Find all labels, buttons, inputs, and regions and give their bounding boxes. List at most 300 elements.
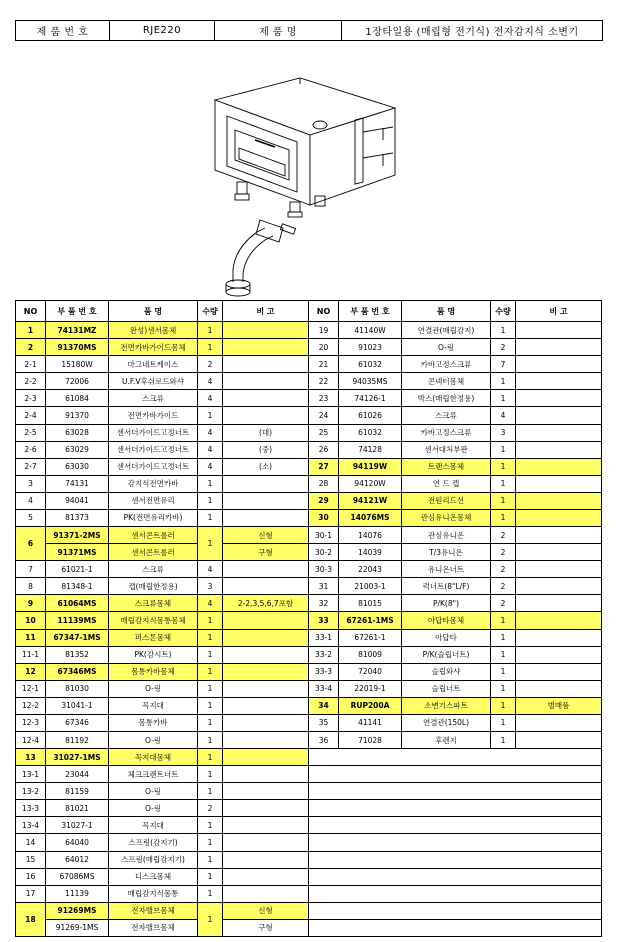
row-no: 7 bbox=[16, 561, 46, 578]
row-part-no: 21003-1 bbox=[339, 578, 402, 595]
header-note: 비 고 bbox=[516, 301, 602, 322]
row-no: 2-7 bbox=[16, 458, 46, 475]
row-note: 별매품 bbox=[516, 697, 602, 714]
row-part-no: RUP200A bbox=[339, 697, 402, 714]
row-name: 스크류 bbox=[109, 390, 198, 407]
row-name: O-링 bbox=[109, 680, 198, 697]
row-note: (소) bbox=[223, 458, 309, 475]
row-note bbox=[223, 339, 309, 356]
table-row bbox=[309, 544, 602, 561]
empty-cell bbox=[309, 817, 602, 834]
row-name: 마그네트케이스 bbox=[109, 356, 198, 373]
row-part-no: 11139 bbox=[46, 885, 109, 902]
row-qty: 1 bbox=[198, 868, 223, 885]
empty-row bbox=[309, 851, 602, 868]
row-part-no: 94035MS bbox=[339, 373, 402, 390]
row-part-no: 81159 bbox=[46, 783, 109, 800]
row-part-no: 71028 bbox=[339, 731, 402, 748]
row-no: 21 bbox=[309, 356, 339, 373]
row-part-no: 41140W bbox=[339, 322, 402, 339]
row-name: 스크류 bbox=[109, 561, 198, 578]
table-row bbox=[309, 714, 602, 731]
row-name: 카바고정스크류 bbox=[402, 356, 491, 373]
row-qty: 2 bbox=[491, 578, 516, 595]
row-part-no: 14076MS bbox=[339, 509, 402, 526]
row-name: 스크류 bbox=[402, 407, 491, 424]
row-qty: 1 bbox=[491, 629, 516, 646]
table-row bbox=[309, 527, 602, 544]
row-note bbox=[223, 578, 309, 595]
row-note bbox=[516, 544, 602, 561]
row-no: 34 bbox=[309, 697, 339, 714]
empty-row bbox=[309, 749, 602, 766]
table-row bbox=[309, 492, 602, 509]
row-qty: 1 bbox=[198, 612, 223, 629]
row-note bbox=[223, 731, 309, 748]
table-row bbox=[309, 561, 602, 578]
row-qty: 1 bbox=[198, 629, 223, 646]
row-qty: 1 bbox=[198, 714, 223, 731]
row-qty: 3 bbox=[198, 578, 223, 595]
row-no: 26 bbox=[309, 441, 339, 458]
row-no: 17 bbox=[16, 885, 46, 902]
row-qty: 4 bbox=[198, 561, 223, 578]
row-qty: 4 bbox=[491, 407, 516, 424]
table-row bbox=[16, 509, 309, 526]
row-name: 슬립너트 bbox=[402, 680, 491, 697]
row-note bbox=[223, 356, 309, 373]
row-part-no: 74126-1 bbox=[339, 390, 402, 407]
row-note bbox=[223, 834, 309, 851]
row-no: 35 bbox=[309, 714, 339, 731]
table-row bbox=[16, 902, 309, 919]
row-name: PK(감시트) bbox=[109, 646, 198, 663]
row-no: 5 bbox=[16, 509, 46, 526]
row-qty: 3 bbox=[491, 424, 516, 441]
row-name: 슬립와샤 bbox=[402, 663, 491, 680]
row-no: 33-3 bbox=[309, 663, 339, 680]
row-qty: 2 bbox=[198, 356, 223, 373]
row-note bbox=[223, 561, 309, 578]
row-part-no: 94121W bbox=[339, 492, 402, 509]
row-name: 센서더가이드고정너트 bbox=[109, 441, 198, 458]
header-name: 품 명 bbox=[109, 301, 198, 322]
empty-cell bbox=[309, 766, 602, 783]
row-no: 13-4 bbox=[16, 817, 46, 834]
row-qty: 1 bbox=[198, 509, 223, 526]
row-qty: 1 bbox=[198, 834, 223, 851]
row-name: PK(전면유리카바) bbox=[109, 509, 198, 526]
row-part-no: 91370MS bbox=[46, 339, 109, 356]
table-row bbox=[16, 373, 309, 390]
row-no: 2-4 bbox=[16, 407, 46, 424]
empty-row bbox=[309, 800, 602, 817]
table-row bbox=[16, 544, 309, 561]
row-qty: 1 bbox=[198, 731, 223, 748]
row-no: 12-2 bbox=[16, 697, 46, 714]
table-row bbox=[16, 441, 309, 458]
row-name: 전면카바가이드 bbox=[109, 407, 198, 424]
table-row bbox=[16, 407, 309, 424]
row-qty: 1 bbox=[491, 680, 516, 697]
row-part-no: 61084 bbox=[46, 390, 109, 407]
row-no: 13 bbox=[16, 749, 46, 766]
row-note bbox=[223, 629, 309, 646]
row-qty: 2 bbox=[491, 544, 516, 561]
row-qty: 4 bbox=[198, 373, 223, 390]
table-row bbox=[309, 424, 602, 441]
row-part-no: 61032 bbox=[339, 424, 402, 441]
row-name: 전자밸브몸체 bbox=[109, 919, 198, 936]
row-part-no: 74128 bbox=[339, 441, 402, 458]
row-no: 25 bbox=[309, 424, 339, 441]
row-note bbox=[223, 697, 309, 714]
row-name: 트랜스몸체 bbox=[402, 458, 491, 475]
row-name: 소변기스파트 bbox=[402, 697, 491, 714]
row-qty: 4 bbox=[198, 441, 223, 458]
table-row bbox=[16, 527, 309, 544]
row-part-no: 81373 bbox=[46, 509, 109, 526]
row-no: 10 bbox=[16, 612, 46, 629]
row-qty: 1 bbox=[198, 680, 223, 697]
row-part-no: 31027-1MS bbox=[46, 749, 109, 766]
row-note bbox=[223, 646, 309, 663]
row-no: 12 bbox=[16, 663, 46, 680]
row-note: (대) bbox=[223, 424, 309, 441]
row-no: 30-1 bbox=[309, 527, 339, 544]
row-name: 스크류몸체 bbox=[109, 595, 198, 612]
row-qty: 1 bbox=[491, 373, 516, 390]
header-qty: 수량 bbox=[198, 301, 223, 322]
row-qty: 2 bbox=[491, 527, 516, 544]
row-no: 24 bbox=[309, 407, 339, 424]
row-note bbox=[223, 680, 309, 697]
row-qty: 1 bbox=[198, 322, 223, 339]
table-row bbox=[309, 475, 602, 492]
row-name: 박스(매립한정용) bbox=[402, 390, 491, 407]
product-name-label: 제 품 명 bbox=[215, 21, 342, 41]
row-note bbox=[223, 766, 309, 783]
table-row bbox=[309, 731, 602, 748]
row-note bbox=[516, 663, 602, 680]
row-part-no: 67261-1 bbox=[339, 629, 402, 646]
empty-row bbox=[309, 919, 602, 936]
row-no: 1 bbox=[16, 322, 46, 339]
table-row bbox=[309, 697, 602, 714]
row-note bbox=[516, 731, 602, 748]
table-row bbox=[309, 646, 602, 663]
table-row bbox=[16, 595, 309, 612]
row-name: 아답타몸체 bbox=[402, 612, 491, 629]
row-name: O-링 bbox=[109, 800, 198, 817]
row-note bbox=[516, 356, 602, 373]
table-row bbox=[309, 509, 602, 526]
row-name: U.F.V후쉬로드와샤 bbox=[109, 373, 198, 390]
row-qty: 1 bbox=[491, 731, 516, 748]
row-no: 15 bbox=[16, 851, 46, 868]
row-note bbox=[516, 458, 602, 475]
row-part-no: 81021 bbox=[46, 800, 109, 817]
row-name: 전원리드선 bbox=[402, 492, 491, 509]
row-no: 4 bbox=[16, 492, 46, 509]
row-name: 매립감지식몸통 bbox=[109, 885, 198, 902]
row-no: 27 bbox=[309, 458, 339, 475]
header-name: 품 명 bbox=[402, 301, 491, 322]
row-note bbox=[223, 851, 309, 868]
header-no: NO bbox=[16, 301, 46, 322]
row-note bbox=[516, 339, 602, 356]
row-no: 2-2 bbox=[16, 373, 46, 390]
row-note bbox=[223, 783, 309, 800]
row-part-no: 91023 bbox=[339, 339, 402, 356]
row-part-no: 14039 bbox=[339, 544, 402, 561]
empty-row bbox=[309, 868, 602, 885]
row-qty: 7 bbox=[491, 356, 516, 373]
row-note bbox=[223, 390, 309, 407]
row-name: 꼭지대몸체 bbox=[109, 749, 198, 766]
row-part-no: 81030 bbox=[46, 680, 109, 697]
table-row bbox=[16, 492, 309, 509]
row-no: 12-3 bbox=[16, 714, 46, 731]
row-qty: 1 bbox=[198, 527, 223, 561]
header-no: NO bbox=[309, 301, 339, 322]
row-no: 29 bbox=[309, 492, 339, 509]
table-row bbox=[16, 885, 309, 902]
row-qty: 1 bbox=[491, 612, 516, 629]
row-no: 6 bbox=[16, 527, 46, 561]
row-no: 2-1 bbox=[16, 356, 46, 373]
row-no: 13-2 bbox=[16, 783, 46, 800]
row-part-no: 61064MS bbox=[46, 595, 109, 612]
table-row bbox=[16, 458, 309, 475]
table-row bbox=[16, 322, 309, 339]
row-no: 30-2 bbox=[309, 544, 339, 561]
row-note bbox=[223, 322, 309, 339]
row-qty: 2 bbox=[491, 595, 516, 612]
row-name: 몸통카바몸체 bbox=[109, 663, 198, 680]
row-no: 18 bbox=[16, 902, 46, 936]
header-part-no: 부 품 번 호 bbox=[339, 301, 402, 322]
row-name: 연결관(150L) bbox=[402, 714, 491, 731]
row-name: 관심유니온몸체 bbox=[402, 509, 491, 526]
empty-cell bbox=[309, 868, 602, 885]
row-name: 디스크몸체 bbox=[109, 868, 198, 885]
row-no: 9 bbox=[16, 595, 46, 612]
table-row bbox=[309, 441, 602, 458]
row-note bbox=[516, 680, 602, 697]
row-no: 33-2 bbox=[309, 646, 339, 663]
row-name: 스프링(매립감지기) bbox=[109, 851, 198, 868]
row-part-no: 14076 bbox=[339, 527, 402, 544]
empty-row bbox=[309, 834, 602, 851]
row-no: 13-3 bbox=[16, 800, 46, 817]
row-no: 19 bbox=[309, 322, 339, 339]
row-part-no: 81015 bbox=[339, 595, 402, 612]
row-part-no: 74131MZ bbox=[46, 322, 109, 339]
row-no: 16 bbox=[16, 868, 46, 885]
header-note: 비 고 bbox=[223, 301, 309, 322]
row-qty: 1 bbox=[198, 851, 223, 868]
row-name: 센서더가이드고정너트 bbox=[109, 424, 198, 441]
row-name: 연 드 캡 bbox=[402, 475, 491, 492]
table-row bbox=[16, 766, 309, 783]
row-part-no: 61026 bbox=[339, 407, 402, 424]
row-name: 센서콘트롤러 bbox=[109, 527, 198, 544]
row-qty: 1 bbox=[491, 390, 516, 407]
table-row bbox=[16, 714, 309, 731]
row-name: 매립감지식몸통몸체 bbox=[109, 612, 198, 629]
row-qty: 1 bbox=[198, 885, 223, 902]
table-row bbox=[16, 697, 309, 714]
row-no: 20 bbox=[309, 339, 339, 356]
row-no: 33 bbox=[309, 612, 339, 629]
table-row bbox=[16, 612, 309, 629]
empty-row bbox=[309, 885, 602, 902]
empty-cell bbox=[309, 902, 602, 919]
table-row bbox=[309, 390, 602, 407]
row-note: 구형 bbox=[223, 919, 309, 936]
row-qty: 1 bbox=[198, 817, 223, 834]
table-row bbox=[309, 373, 602, 390]
row-name: 꼭지대 bbox=[109, 697, 198, 714]
row-no: 12-4 bbox=[16, 731, 46, 748]
row-qty: 2 bbox=[491, 339, 516, 356]
table-header-row bbox=[309, 301, 602, 322]
row-qty: 1 bbox=[198, 783, 223, 800]
table-header-row bbox=[16, 301, 309, 322]
product-no-label: 제 품 번 호 bbox=[16, 21, 110, 41]
table-row bbox=[309, 612, 602, 629]
product-name-value: 1장타일용 (매립형 전기식) 전자감지식 소변기 bbox=[342, 21, 603, 41]
row-name: 퍼스톤몸체 bbox=[109, 629, 198, 646]
row-part-no: 22043 bbox=[339, 561, 402, 578]
row-no: 11-1 bbox=[16, 646, 46, 663]
row-no: 23 bbox=[309, 390, 339, 407]
row-name: 센서전면유리 bbox=[109, 492, 198, 509]
row-no: 33-1 bbox=[309, 629, 339, 646]
row-qty: 4 bbox=[198, 595, 223, 612]
table-row bbox=[16, 629, 309, 646]
row-qty: 1 bbox=[198, 749, 223, 766]
table-row bbox=[16, 731, 309, 748]
row-note bbox=[516, 578, 602, 595]
row-qty: 1 bbox=[198, 492, 223, 509]
row-name: 센서더가이드고정너트 bbox=[109, 458, 198, 475]
row-part-no: 94119W bbox=[339, 458, 402, 475]
empty-cell bbox=[309, 800, 602, 817]
row-qty: 1 bbox=[491, 509, 516, 526]
row-name: 아답타 bbox=[402, 629, 491, 646]
row-no: 11 bbox=[16, 629, 46, 646]
row-name: 카바고정스크류 bbox=[402, 424, 491, 441]
row-no: 33-4 bbox=[309, 680, 339, 697]
row-name: 연결관(매립감지) bbox=[402, 322, 491, 339]
row-qty: 1 bbox=[198, 902, 223, 936]
row-no: 30 bbox=[309, 509, 339, 526]
row-note bbox=[223, 714, 309, 731]
row-note bbox=[516, 322, 602, 339]
table-row bbox=[16, 834, 309, 851]
row-note bbox=[516, 595, 602, 612]
row-note: 신형 bbox=[223, 902, 309, 919]
row-qty: 1 bbox=[198, 646, 223, 663]
empty-cell bbox=[309, 749, 602, 766]
row-part-no: 94120W bbox=[339, 475, 402, 492]
parts-table-left bbox=[15, 300, 309, 937]
row-name: P/K(슬립너트) bbox=[402, 646, 491, 663]
table-row bbox=[16, 646, 309, 663]
row-part-no: 91370 bbox=[46, 407, 109, 424]
empty-cell bbox=[309, 834, 602, 851]
row-note bbox=[223, 373, 309, 390]
row-no: 28 bbox=[309, 475, 339, 492]
row-name: O-링 bbox=[109, 731, 198, 748]
row-part-no: 81192 bbox=[46, 731, 109, 748]
row-note bbox=[516, 424, 602, 441]
row-name: 몸통카바 bbox=[109, 714, 198, 731]
empty-row bbox=[309, 766, 602, 783]
row-part-no: 72006 bbox=[46, 373, 109, 390]
row-note bbox=[516, 561, 602, 578]
table-row bbox=[16, 390, 309, 407]
row-note bbox=[223, 407, 309, 424]
table-row bbox=[16, 851, 309, 868]
row-part-no: 31041-1 bbox=[46, 697, 109, 714]
empty-cell bbox=[309, 851, 602, 868]
row-name: 유니온너트 bbox=[402, 561, 491, 578]
row-name: O-링 bbox=[109, 783, 198, 800]
row-note bbox=[223, 663, 309, 680]
row-name: 관심유니온 bbox=[402, 527, 491, 544]
row-qty: 1 bbox=[491, 492, 516, 509]
row-part-no: 81352 bbox=[46, 646, 109, 663]
table-row bbox=[309, 629, 602, 646]
row-part-no: 67346 bbox=[46, 714, 109, 731]
row-no: 2-6 bbox=[16, 441, 46, 458]
table-row bbox=[16, 800, 309, 817]
row-name: O-링 bbox=[402, 339, 491, 356]
row-name: 럭너트(8"L/F) bbox=[402, 578, 491, 595]
row-note bbox=[223, 509, 309, 526]
table-row bbox=[309, 595, 602, 612]
row-note bbox=[516, 714, 602, 731]
row-qty: 1 bbox=[198, 766, 223, 783]
empty-row bbox=[309, 902, 602, 919]
row-part-no: 61032 bbox=[339, 356, 402, 373]
table-row bbox=[16, 578, 309, 595]
row-name: 센서대처부판 bbox=[402, 441, 491, 458]
row-no: 31 bbox=[309, 578, 339, 595]
header-part-no: 부 품 번 호 bbox=[46, 301, 109, 322]
row-note bbox=[516, 441, 602, 458]
row-part-no: 63030 bbox=[46, 458, 109, 475]
row-name: 완성)센서몸체 bbox=[109, 322, 198, 339]
row-name: 꼭지대 bbox=[109, 817, 198, 834]
row-part-no: 22019-1 bbox=[339, 680, 402, 697]
row-name: 캡(매립한정용) bbox=[109, 578, 198, 595]
row-part-no: 64040 bbox=[46, 834, 109, 851]
row-part-no: 63028 bbox=[46, 424, 109, 441]
row-note bbox=[516, 390, 602, 407]
table-row bbox=[309, 663, 602, 680]
empty-cell bbox=[309, 885, 602, 902]
row-part-no: 81009 bbox=[339, 646, 402, 663]
row-name: 스프링(감지기) bbox=[109, 834, 198, 851]
table-row bbox=[16, 356, 309, 373]
row-name: 후렌지 bbox=[402, 731, 491, 748]
table-row bbox=[16, 868, 309, 885]
row-qty: 1 bbox=[491, 663, 516, 680]
